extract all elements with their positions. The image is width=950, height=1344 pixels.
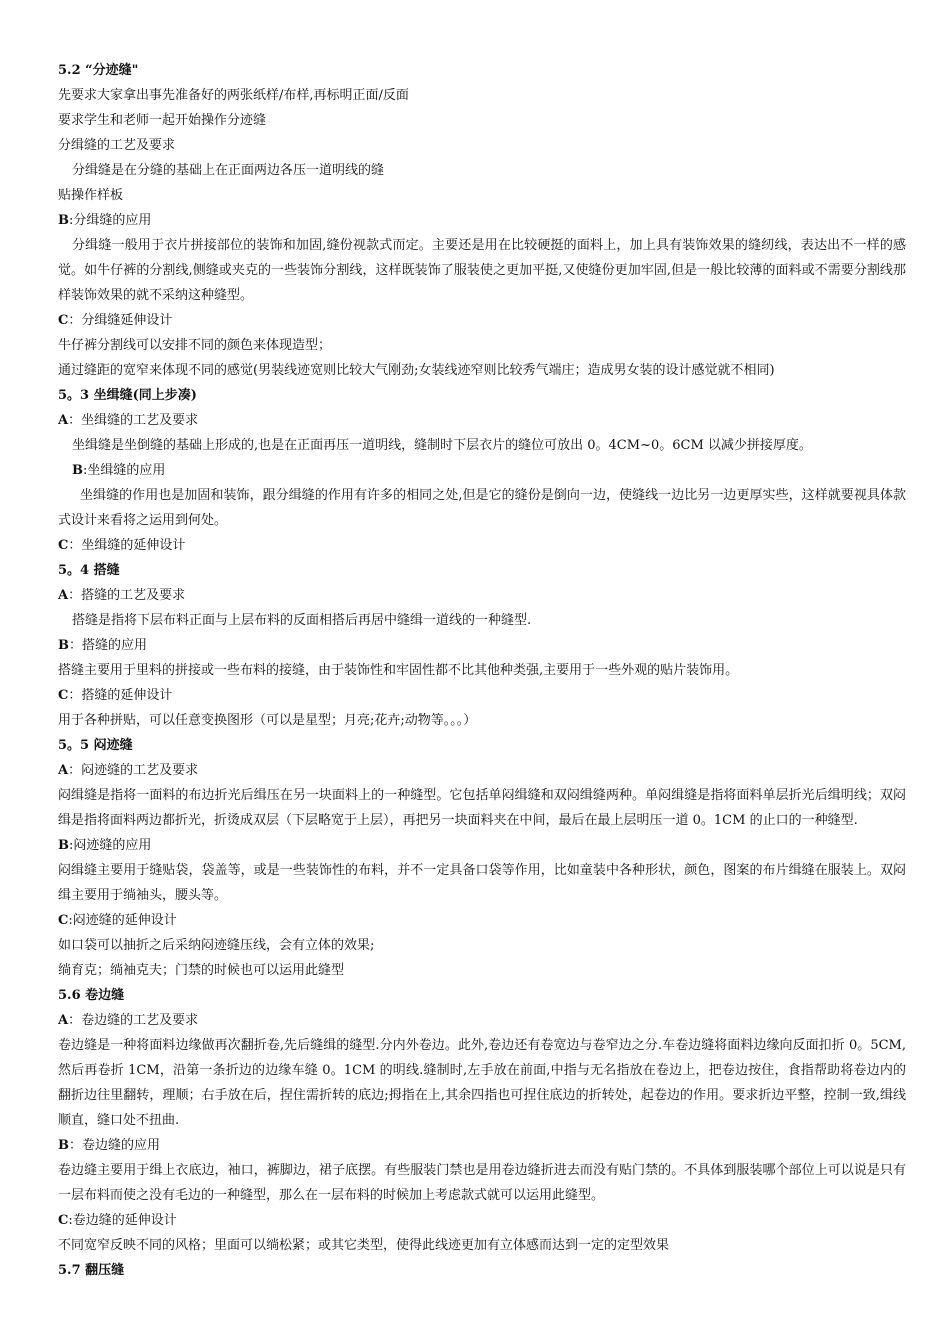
subheading-b: [58, 1133, 906, 1158]
text-line: 分缉缝是在分缝的基础上在正面两边各压一道明线的缝: [72, 163, 385, 178]
subheading-a: [58, 758, 906, 783]
subheading-c: [58, 1208, 906, 1233]
text-line: 要求学生和老师一起开始操作分迹缝: [58, 113, 267, 128]
subheading-c: [58, 908, 906, 933]
subheading-c: [58, 533, 906, 558]
subheading-a: [58, 583, 906, 608]
subheading-text: ：卷边缝的工艺及要求: [68, 1013, 199, 1028]
subheading-b: [58, 458, 906, 483]
subheading-prefix: A: [58, 1013, 69, 1028]
text-line: 用于各种拼贴，可以任意变换图形（可以是星型；月亮;花卉;动物等。。。）: [58, 713, 477, 728]
subheading-text: ：分缉缝延伸设计: [68, 313, 173, 328]
subheading-text: ：搭缝的工艺及要求: [68, 588, 186, 603]
subheading-text: ：闷迹缝的工艺及要求: [68, 763, 199, 778]
document-page: [58, 58, 906, 1283]
paragraph: 卷边缝主要用于缉上衣底边，袖口，裤脚边，裙子底摆。有些服装门禁也是用卷边缝折进去而没有贴门禁的。不具体到服装哪个部位上可以说是只有一层布料而使之没有毛边的一种缝型，那么在一层布料的时候加上考虑款式就可以运用此缝型。: [58, 1163, 906, 1203]
text-line: 搭缝是指将下层布料正面与上层布料的反面相搭后再居中缝缉一道线的一种缝型.: [72, 613, 532, 628]
subheading-text: :分缉缝的应用: [69, 213, 152, 228]
section-heading-5-3: 5。3 坐缉缝(同上步凑): [58, 388, 197, 403]
subheading-prefix: B: [58, 1138, 69, 1153]
text-line: 坐缉缝是坐倒缝的基础上形成的,也是在正面再压一道明线，缝制时下层衣片的缝位可放出 0。4CM~0。6CM 以减少拼接厚度。: [72, 438, 812, 453]
subheading-b: [58, 633, 906, 658]
paragraph: 闷缉缝是指将一面料的布边折光后缉压在另一块面料上的一种缝型。它包括单闷缉缝和双闷缉缝两种。单闷缉缝是指将面料单层折光后缉明线；双闷缉是指将面料两边都折光，折烫成双层（下层略宽于上层），再把另一块面料夹在中间，最后在最上层明压一道 0。1CM 的止口的一种缝型.: [58, 788, 906, 828]
section-heading-5-2: 5.2 “分迹缝": [58, 63, 139, 78]
text-line: 先要求大家拿出事先准备好的两张纸样/布样,再标明正面/反面: [58, 88, 409, 103]
text-line: 通过缝距的宽窄来体现不同的感觉(男装线迹宽则比较大气刚劲;女装线迹窄则比较秀气端庄；造成男女装的设计感觉就不相同): [58, 363, 775, 378]
subheading-text: ：搭缝的应用: [69, 638, 148, 653]
subheading-b: [58, 208, 906, 233]
subheading-prefix: B: [58, 638, 69, 653]
subheading-prefix: B: [58, 838, 69, 853]
subheading-prefix: B: [58, 213, 69, 228]
subheading-text: :闷迹缝的应用: [69, 838, 152, 853]
text-line: 牛仔裤分割线可以安排不同的颜色来体现造型；: [58, 338, 332, 353]
subheading-b: [58, 833, 906, 858]
paragraph: 闷缉缝主要用于缝贴袋，袋盖等，或是一些装饰性的布料，并不一定具备口袋等作用，比如童装中各种形状，颜色，图案的布片缉缝在服装上。双闷缉主要用于绱袖头，腰头等。: [58, 863, 906, 903]
subheading-c: [58, 683, 906, 708]
subheading-text: :闷迹缝的延伸设计: [68, 913, 177, 928]
subheading-prefix: A: [58, 588, 69, 603]
paragraph: 坐缉缝的作用也是加固和装饰，跟分缉缝的作用有许多的相同之处,但是它的缝份是倒向一边，使缝线一边比另一边更厚实些，这样就要视具体款式设计来看将之运用到何处。: [58, 488, 906, 528]
subheading-prefix: B: [72, 463, 83, 478]
text-line: 如口袋可以抽折之后采纳闷迹缝压线，会有立体的效果;: [58, 938, 375, 953]
text-line: 绱育克；绱袖克夫；门禁的时候也可以运用此缝型: [58, 963, 345, 978]
subheading-text: :坐缉缝的应用: [83, 463, 166, 478]
subheading-prefix: C: [58, 538, 69, 553]
subheading-text: ：坐缉缝的延伸设计: [68, 538, 186, 553]
subheading-prefix: A: [58, 763, 69, 778]
subheading-prefix: C: [58, 1213, 69, 1228]
subheading-prefix: C: [58, 688, 69, 703]
section-heading-5-6: 5.6 卷边缝: [58, 988, 125, 1003]
subheading-text: ：卷边缝的应用: [69, 1138, 161, 1153]
subheading-a: [58, 408, 906, 433]
text-line: 贴操作样板: [58, 188, 124, 203]
section-heading-5-4: 5。4 搭缝: [58, 563, 120, 578]
subheading-text: :卷边缝的延伸设计: [68, 1213, 177, 1228]
subheading-prefix: C: [58, 913, 69, 928]
subheading-a: [58, 1008, 906, 1033]
text-line: 不同宽窄反映不同的风格；里面可以绱松紧；或其它类型，使得此线迹更加有立体感而达到一定的定型效果: [58, 1238, 670, 1253]
section-heading-5-7: 5.7 翻压缝: [58, 1263, 125, 1278]
text-line: 分缉缝的工艺及要求: [58, 138, 176, 153]
paragraph: 卷边缝是一种将面料边缘做再次翻折卷,先后缝缉的缝型.分内外卷边。此外,卷边还有卷宽边与卷窄边之分.车卷边缝将面料边缘向反面扣折 0。5CM,然后再卷折 1CM，沿第一条折边的边缘车缝 0。1CM 的明线.缝制时,左手放在前面,中指与无名指放在卷边上，把卷边按住，食指帮助将卷边内的翻折边往里翻转，理顺；右手放在后，捏住需折转的底边;拇指在上,其余四指也可捏住底边的折转处，起卷边的作用。要求折边平整，控制一致,缉线顺直，缝口处不扭曲.: [58, 1038, 906, 1128]
subheading-text: ：搭缝的延伸设计: [68, 688, 173, 703]
section-heading-5-5: 5。5 闷迹缝: [58, 738, 133, 753]
paragraph: 分缉缝一般用于衣片拼接部位的装饰和加固,缝份视款式而定。主要还是用在比较硬挺的面料上，加上具有装饰效果的缝纫线，表达出不一样的感觉。如牛仔裤的分割线,侧缝或夹克的一些装饰分割线，这样既装饰了服装使之更加平挺,又使缝份更加牢固,但是一般比较薄的面料或不需要分割线那样装饰效果的就不采纳这种缝型。: [58, 238, 906, 303]
subheading-prefix: C: [58, 313, 69, 328]
text-line: 搭缝主要用于里料的拼接或一些布料的接缝，由于装饰性和牢固性都不比其他种类强,主要用于一些外观的贴片装饰用。: [58, 663, 739, 678]
subheading-text: ：坐缉缝的工艺及要求: [68, 413, 199, 428]
subheading-prefix: A: [58, 413, 69, 428]
subheading-c: [58, 308, 906, 333]
